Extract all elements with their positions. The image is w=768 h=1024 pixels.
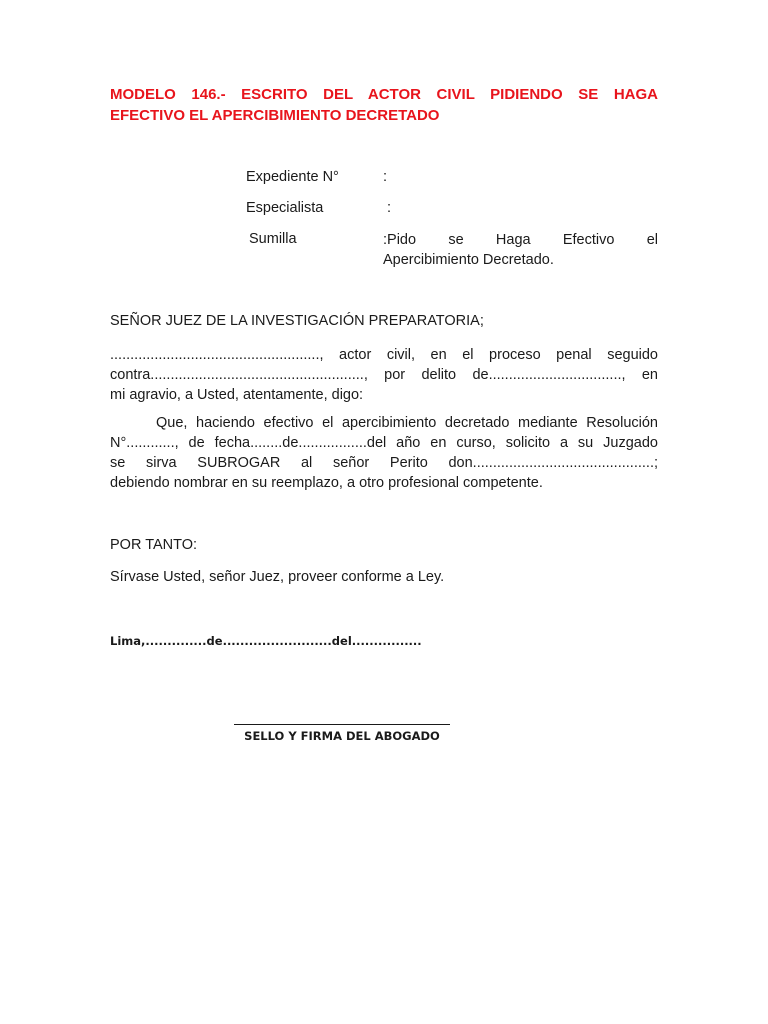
document-title	[110, 84, 658, 126]
especialista-colon: :	[387, 200, 392, 216]
signature-line	[234, 724, 450, 725]
paragraph-line: mi agravio, a Usted, atentamente, digo:	[110, 387, 364, 403]
paragraph-line: Que, haciendo efectivo el apercibimiento decretado mediante Resolución	[156, 415, 658, 431]
por-tanto-heading: POR TANTO:	[110, 537, 198, 553]
title-line: EFECTIVO EL APERCIBIMIENTO DECRETADO	[110, 107, 440, 124]
expediente-label: Expediente N°	[246, 169, 339, 185]
request-paragraph	[110, 413, 658, 493]
title-line: MODELO 146.- ESCRITO DEL ACTOR CIVIL PIDIENDO SE HAGA	[110, 86, 658, 103]
sumilla-label: Sumilla	[249, 231, 297, 247]
expediente-colon: :	[383, 169, 388, 185]
closing-request: Sírvase Usted, señor Juez, proveer conforme a Ley.	[110, 569, 445, 585]
paragraph-line: ...................................................., actor civil, en el proceso penal seguido	[110, 347, 658, 363]
sumilla-value-line: :Pido se Haga Efectivo el	[383, 232, 658, 248]
paragraph-line: N°............, de fecha........de.................del año en curso, solicito a su Juzgado	[110, 435, 658, 451]
paragraph-line: debiendo nombrar en su reemplazo, a otro profesional competente.	[110, 475, 543, 491]
addressee: SEÑOR JUEZ DE LA INVESTIGACIÓN PREPARATORIA;	[110, 313, 484, 329]
paragraph-line: contra....................................................., por delito de................................., en	[110, 367, 658, 383]
place-date-line: Lima,..............de.........................del................	[110, 634, 422, 648]
sumilla-value	[383, 230, 658, 270]
signature-label: SELLO Y FIRMA DEL ABOGADO	[244, 729, 440, 743]
intro-paragraph	[110, 345, 658, 405]
paragraph-line: se sirva SUBROGAR al señor Perito don.............................................;	[110, 455, 658, 471]
sumilla-value-line: Apercibimiento Decretado.	[383, 252, 554, 268]
especialista-label: Especialista	[246, 200, 324, 216]
